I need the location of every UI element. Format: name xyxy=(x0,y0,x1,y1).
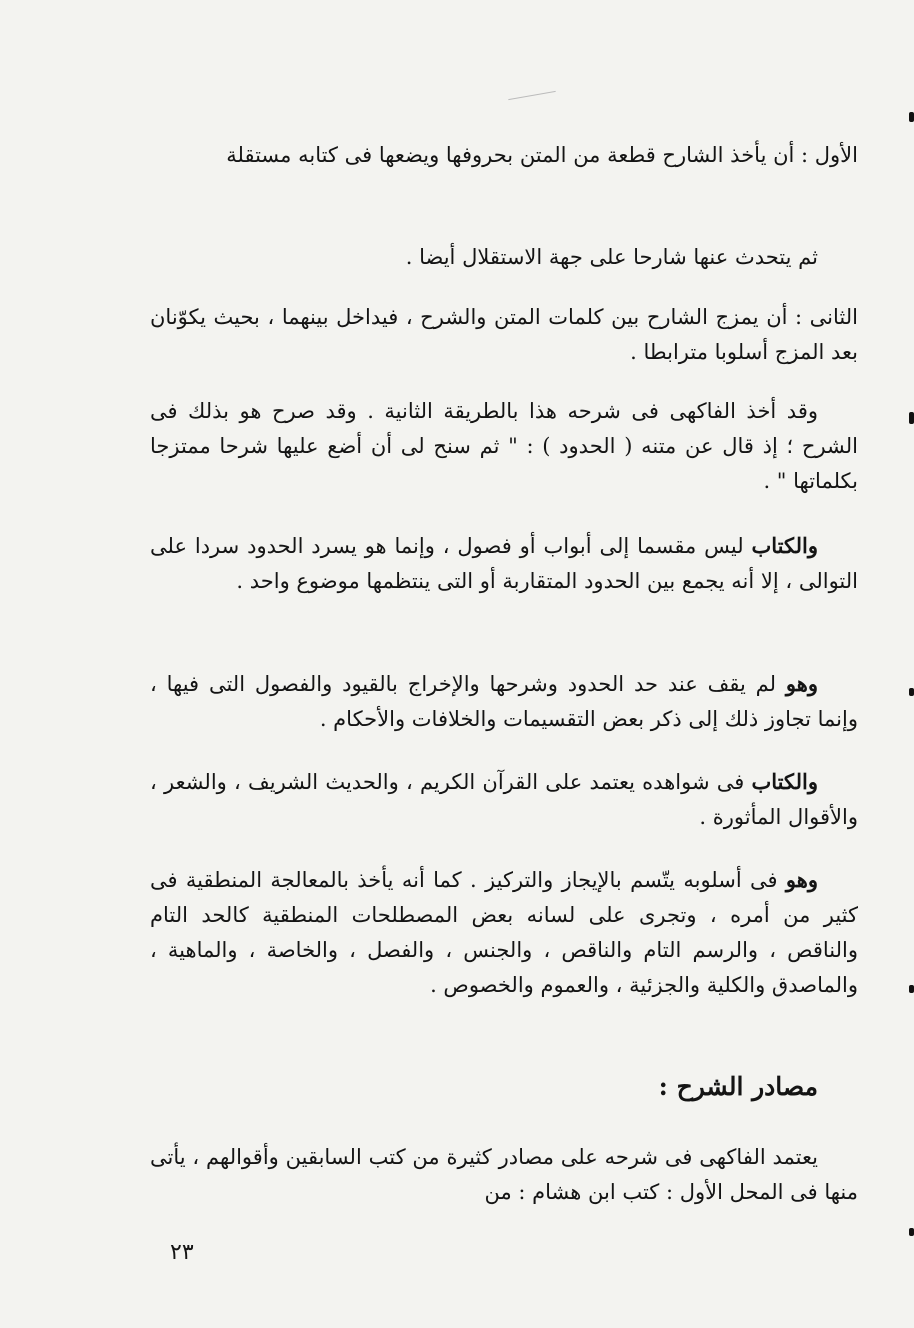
paragraph-book-evidence xyxy=(150,764,858,835)
paragraph-sources: يعتمد الفاكهى فى شرحه على مصادر كثيرة من كتب السابقين وأقوالهم ، يأتى منها فى المحل الأول : كتب ابن هشام : من xyxy=(150,1145,858,1204)
scan-edge-mark xyxy=(909,1228,914,1236)
paragraph-lead-word: والكتاب xyxy=(751,769,818,794)
paragraph-first-method: الأول : أن يأخذ الشارح قطعة من المتن بحروفها ويضعها فى كتابه مستقلة xyxy=(226,143,858,167)
paragraph-lead-word: والكتاب xyxy=(751,533,818,558)
section-heading-sources: مصادر الشرح : xyxy=(658,1072,818,1101)
scan-edge-mark xyxy=(909,112,914,122)
paragraph-lead-word: وهو xyxy=(785,671,818,696)
paragraph-second-method: الثانى : أن يمزج الشارح بين كلمات المتن والشرح ، فيداخل بينهما ، بحيث يكوّنان بعد المزج أسلوبا مترابطا . xyxy=(150,305,858,364)
scan-edge-mark xyxy=(909,985,914,993)
paragraph-book-content xyxy=(150,666,858,737)
paragraph-body: ليس مقسما إلى أبواب أو فصول ، وإنما هو يسرد الحدود سردا على التوالى ، إلا أنه يجمع بين الحدود المتقاربة أو التى ينتظمها موضوع واحد . xyxy=(150,534,858,593)
paragraph-lead-word: وهو xyxy=(785,867,818,892)
document-page xyxy=(150,130,858,1250)
paragraph-body: فى شواهده يعتمد على القرآن الكريم ، والحديث الشريف ، والشعر ، والأقوال المأثورة . xyxy=(150,770,858,829)
scan-edge-mark xyxy=(909,412,914,424)
scan-edge-mark xyxy=(909,688,914,696)
paragraph-first-method-continued: ثم يتحدث عنها شارحا على جهة الاستقلال أيضا . xyxy=(405,245,818,269)
paragraph-body: فى أسلوبه يتّسم بالإيجاز والتركيز . كما أنه يأخذ بالمعالجة المنطقية فى كثير من أمره ، وتجرى على لسانه بعض المصطلحات المنطقية كالحد التام والناقص ، والرسم التام والناقص ، والجنس ، والفصل ، والخاصة ، والماهية ، والماصدق والكلية والجزئية ، والعموم والخصوص . xyxy=(150,868,858,997)
scan-scratch-mark xyxy=(508,91,555,100)
paragraph-book-structure xyxy=(150,528,858,599)
paragraph-book-style xyxy=(150,862,858,1003)
paragraph-body: لم يقف عند حد الحدود وشرحها والإخراج بالقيود والفصول التى فيها ، وإنما تجاوز ذلك إلى ذكر بعض التقسيمات والخلافات والأحكام . xyxy=(150,672,858,731)
paragraph-fakihi-method: وقد أخذ الفاكهى فى شرحه هذا بالطريقة الثانية . وقد صرح هو بذلك فى الشرح ؛ إذ قال عن متنه ( الحدود ) : " ثم سنح لى أن أضع عليها شرحا ممتزجا بكلماتها " . xyxy=(150,399,858,493)
page-number: ٢٣ xyxy=(170,1240,194,1265)
